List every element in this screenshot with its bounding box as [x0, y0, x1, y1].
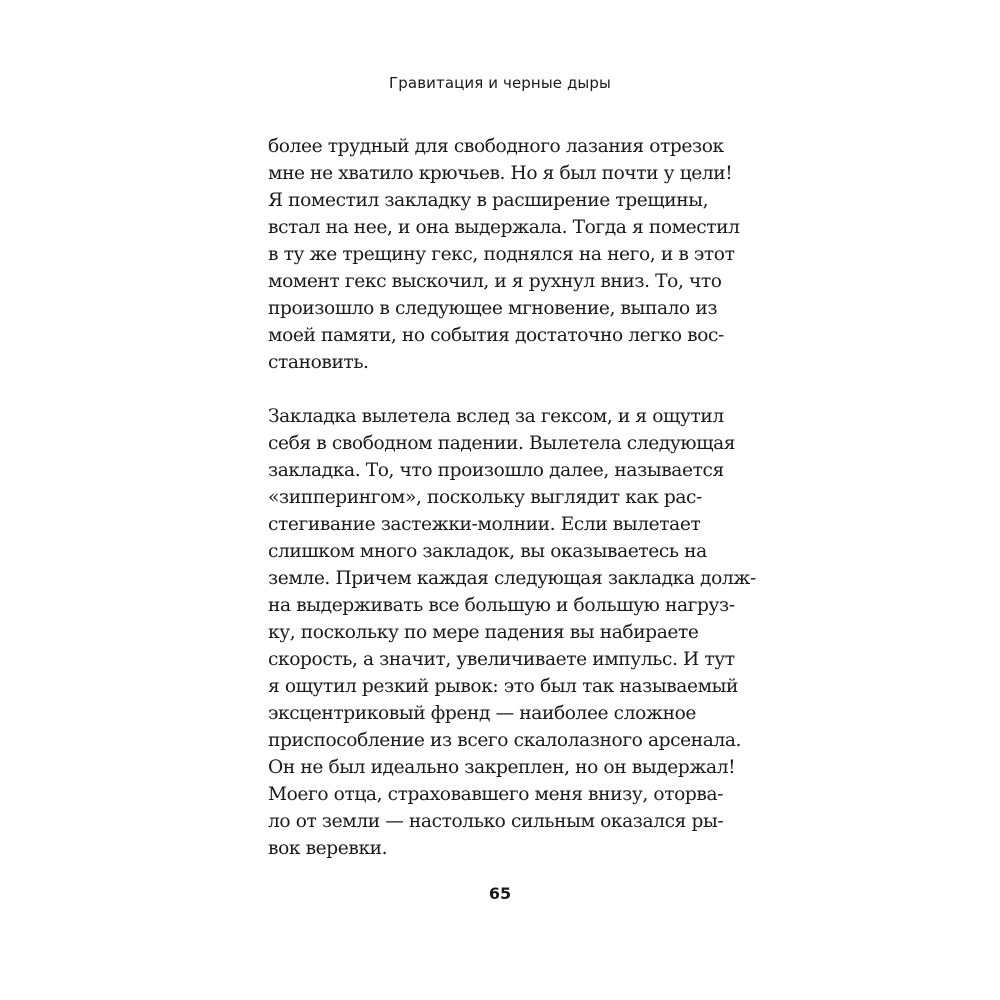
- text-line: стегивание застежки-молнии. Если вылетает: [268, 514, 701, 535]
- text-line: «зиппeрингом», поскольку выглядит как рас-: [268, 487, 702, 508]
- text-line: моей памяти, но события достаточно легко вос-: [268, 325, 724, 346]
- text-line: Я поместил закладку в расширение трещины,: [268, 190, 709, 211]
- paragraph-2: [268, 403, 756, 862]
- text-line: я ощутил резкий рывок: это был так называемый: [268, 676, 739, 697]
- text-line: эксцентриковый френд — наиболее сложное: [268, 703, 696, 724]
- text-line: вок веревки.: [268, 838, 388, 859]
- text-line: встал на нее, и она выдержала. Тогда я поместил: [268, 217, 740, 238]
- text-line: мне не хватило крючьев. Но я был почти у цели!: [268, 163, 733, 184]
- page-number: 65: [488, 884, 512, 903]
- body-text: [268, 133, 756, 862]
- running-head: Гравитация и черные дыры: [389, 74, 611, 92]
- text-line: Он не был идеально закреплен, но он выдержал!: [268, 757, 736, 778]
- text-line: на выдерживать все большую и большую нагруз-: [268, 595, 735, 616]
- paragraph-1: [268, 133, 748, 376]
- text-line: ло от земли — настолько сильным оказался ры-: [268, 811, 724, 832]
- text-line: Закладка вылетела вслед за гексом, и я ощутил: [268, 406, 724, 427]
- text-line: в ту же трещину гекс, поднялся на него, и в этот: [268, 244, 735, 265]
- text-line: момент гекс выскочил, и я рухнул вниз. То, что: [268, 271, 722, 292]
- text-line: приспособление из всего скалолазного арсенала.: [268, 730, 742, 751]
- text-line: скорость, а значит, увеличиваете импульс. И тут: [268, 649, 735, 670]
- text-line: более трудный для свободного лазания отрезок: [268, 136, 724, 157]
- text-line: слишком много закладок, вы оказываетесь на: [268, 541, 707, 562]
- text-line: земле. Причем каждая следующая закладка долж-: [268, 568, 756, 589]
- text-line: становить.: [268, 352, 369, 373]
- text-line: произошло в следующее мгновение, выпало из: [268, 298, 718, 319]
- text-line: ку, поскольку по мере падения вы набираете: [268, 622, 699, 643]
- text-line: закладка. То, что произошло далее, называется: [268, 460, 724, 481]
- text-line: Моего отца, страховавшего меня внизу, оторва-: [268, 784, 724, 805]
- text-line: себя в свободном падении. Вылетела следующая: [268, 433, 736, 454]
